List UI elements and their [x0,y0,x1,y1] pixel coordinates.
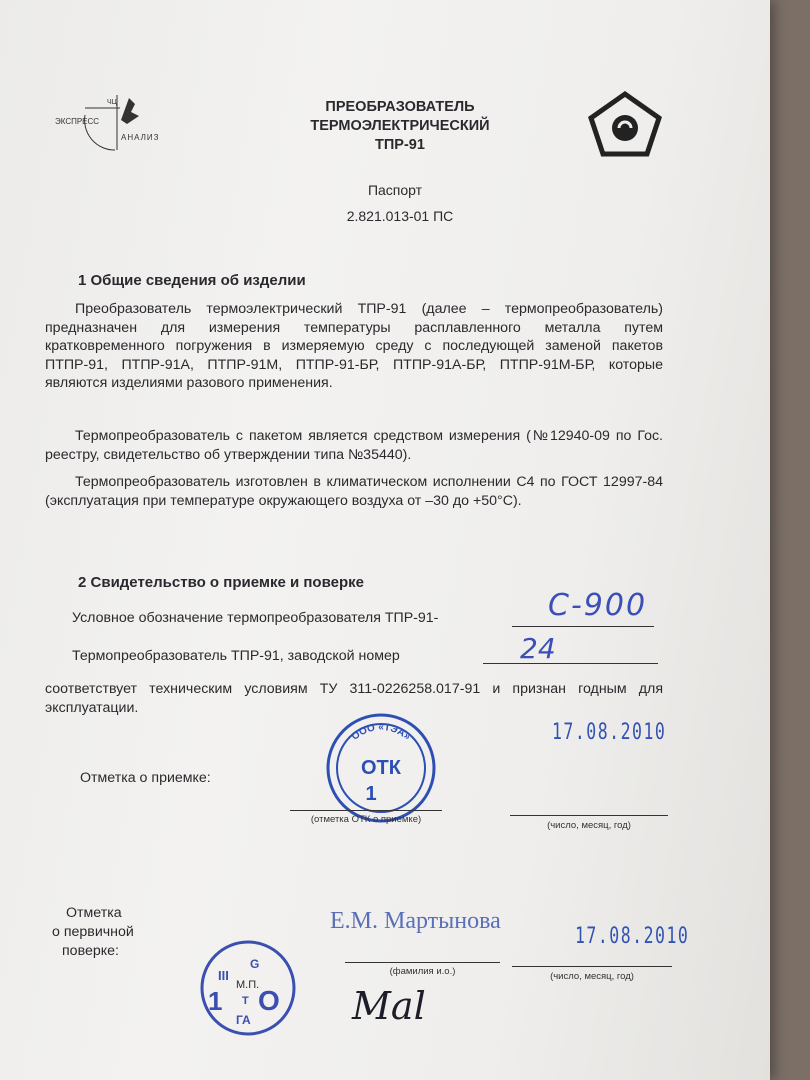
designation-label: Условное обозначение термопреобразователя ТПР-91- [72,610,439,626]
svg-text:ЧЦ: ЧЦ [107,99,117,106]
verification-label-line-3: поверке: [62,943,119,959]
conformity-statement: соответствует техническим условиям ТУ 311-0226258.017-91 и признан годным для эксплуатации. [45,681,663,716]
otk-stamp [325,712,437,824]
section-1-paragraph-3: Термопреобразователь изготовлен в климатическом исполнении С4 по ГОСТ 12997-84 (эксплуатация при температуре окружающего воздуха от –30 до +50°С). [45,474,663,509]
verifier-name-stamp: Е.М. Мартынова [330,908,501,934]
svg-text:Т: Т [242,995,249,1007]
svg-text:ЭКСПРЕСС: ЭКСПРЕСС [55,117,100,126]
otk-stamp-icon [325,712,437,824]
title-line-3: ТПР-91 [375,137,425,153]
title-line-1: ПРЕОБРАЗОВАТЕЛЬ [325,99,475,115]
verification-label-line-2: о первичной [52,924,134,940]
section-1-paragraph-1: Преобразователь термоэлектрический ТПР-91 (далее – термопреобразователь) предназначен для измерения температуры расплавленного металла путем кратковременного погружения в измеряемую среду с последующей заменой пакетов ПТПР-91, ПТПР-91А, ПТПР-91М, ПТПР-91-БР, ПТПР-91А-БР, ПТПР-91М-БР, которые являются изделиями разового применения. [45,301,663,392]
verification-date-caption: (число, месяц, год) [550,971,634,982]
document-code: 2.821.013-01 ПС [346,208,454,224]
acceptance-label: Отметка о приемке: [80,770,211,786]
acceptance-date-line [510,815,668,816]
document-type: Паспорт [367,182,423,198]
svg-text:ГА: ГА [236,1013,251,1027]
serial-line [483,663,658,664]
express-analiz-logo-icon [55,90,185,160]
svg-text:АНАЛИЗ: АНАЛИЗ [121,133,160,142]
svg-text:III: III [218,968,229,983]
svg-text:G: G [250,957,260,971]
otk-caption: (отметка ОТК о приемке) [310,814,422,825]
verification-label-line-1: Отметка [66,905,122,921]
verification-stamp-icon [198,938,298,1038]
otk-line [290,810,442,811]
section-1-title: 1 Общие сведения об изделии [78,272,306,289]
svg-text:М.П.: М.П. [236,979,260,991]
name-line [345,962,500,963]
section-2-title: 2 Свидетельство о приемке и поверке [78,574,364,591]
svg-text:1: 1 [208,986,223,1016]
acceptance-date-caption: (число, месяц, год) [547,820,631,831]
verification-date-stamp: 17.08.2010 [575,924,690,949]
serial-handwritten-value: 24 [520,632,556,665]
verification-date-line [512,966,672,967]
title-line-2: ТЕРМОЭЛЕКТРИЧЕСКИЙ [310,118,490,134]
gost-pentagon-icon [585,90,665,160]
designation-line [512,626,654,627]
company-logo [55,90,185,160]
svg-text:ООО «ТЭА»: ООО «ТЭА» [349,721,413,743]
acceptance-date-stamp: 17.08.2010 [552,720,667,745]
designation-handwritten-value: С-900 [548,588,648,623]
serial-label: Термопреобразователь ТПР-91, заводской номер [72,648,400,664]
gost-certification-mark [585,90,665,160]
svg-text:O: O [258,985,280,1016]
verifier-signature: Mal [352,984,426,1028]
section-1-paragraph-2: Термопреобразователь с пакетом является средством измерения (№12940-09 по Гос. реестру, свидетельство об утверждении типа №35440). [45,428,663,463]
verification-label [52,904,134,961]
svg-text:ОТК: ОТК [361,757,401,779]
name-caption: (фамилия и.о.) [389,966,456,977]
product-title [250,98,550,155]
svg-text:1: 1 [365,783,377,805]
verification-stamp [198,938,298,1038]
